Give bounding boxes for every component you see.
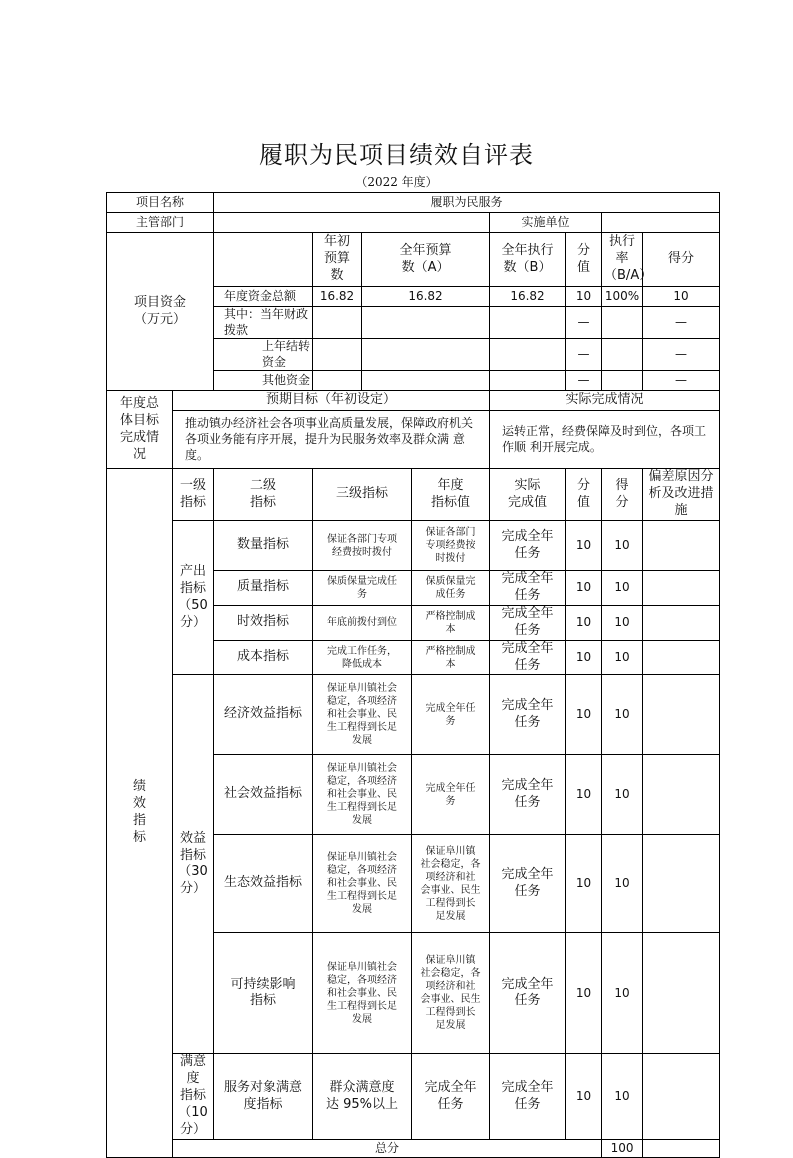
perf-header-level1: 一级 指标: [173, 469, 214, 521]
impl-unit-value: [602, 213, 720, 233]
funds-col-score: 得分: [643, 233, 720, 287]
indicator-actual-value: 完成全年 任务: [490, 640, 566, 675]
project-name-value: 履职为民服务: [214, 193, 720, 213]
indicator-annual-value: 严格控制成 本: [412, 605, 490, 640]
satisfaction-indicator-label: 满意 度 指标 （10 分）: [173, 1054, 214, 1139]
indicator-weight: 10: [566, 1054, 602, 1139]
indicator-reason: [643, 755, 720, 835]
indicator-level2: 生态效益指标: [214, 835, 313, 933]
indicator-reason: [643, 1054, 720, 1139]
indicator-weight: 10: [566, 571, 602, 606]
funds-row-score: —: [643, 307, 720, 339]
indicator-weight: 10: [566, 835, 602, 933]
funds-row-exec: 16.82: [490, 287, 566, 307]
funds-row-weight: —: [566, 307, 602, 339]
indicator-reason: [643, 835, 720, 933]
perf-header-reason: 偏差原因分 析及改进措 施: [643, 469, 720, 521]
indicator-reason: [643, 521, 720, 571]
indicator-score: 10: [602, 571, 643, 606]
indicator-reason: [643, 640, 720, 675]
indicator-weight: 10: [566, 755, 602, 835]
funds-row-label: 年度资金总额: [214, 287, 313, 307]
project-name-label: 项目名称: [107, 193, 214, 213]
indicator-annual-value: 完成全年任 务: [412, 675, 490, 755]
indicator-level2: 成本指标: [214, 640, 313, 675]
indicator-score: 10: [602, 675, 643, 755]
funds-row-score: —: [643, 339, 720, 371]
indicator-level3: 保证阜川镇社会 稳定，各项经济 和社会事业、民 生工程得到长足 发展: [313, 755, 412, 835]
funds-row-weight: —: [566, 339, 602, 371]
indicator-actual-value: 完成全年 任务: [490, 933, 566, 1054]
total-score: [643, 1139, 720, 1157]
funds-row-budget: [313, 339, 362, 371]
funds-row-budget: [313, 371, 362, 391]
indicator-level2: 可持续影响 指标: [214, 933, 313, 1054]
indicator-annual-value: 完成全年 任务: [412, 1054, 490, 1139]
indicator-annual-value: 保质保量完 成任务: [412, 571, 490, 606]
indicator-actual-value: 完成全年 任务: [490, 605, 566, 640]
dept-value: [214, 213, 490, 233]
benefit-indicator-label: 效益 指标 （30 分）: [173, 675, 214, 1054]
indicator-annual-value: 保证阜川镇 社会稳定，各 项经济和社 会事业、民生 工程得到长 足发展: [412, 933, 490, 1054]
indicator-annual-value: 保证阜川镇 社会稳定，各 项经济和社 会事业、民生 工程得到长 足发展: [412, 835, 490, 933]
funds-row-rate: [602, 371, 643, 391]
funds-row-rate: [602, 339, 643, 371]
report-year: （2022 年度）: [355, 175, 438, 189]
goals-expected-text: 推动镇办经济社会各项事业高质量发展，保障政府机关各项业务能有序开展，提升为民服务效率及群众满 意度。: [173, 411, 490, 469]
indicator-level3: 保质保量完成任 务: [313, 571, 412, 606]
indicator-actual-value: 完成全年 任务: [490, 571, 566, 606]
funds-col-weight: 分 值: [566, 233, 602, 287]
indicator-annual-value: 严格控制成 本: [412, 640, 490, 675]
indicator-weight: 10: [566, 605, 602, 640]
indicator-actual-value: 完成全年 任务: [490, 755, 566, 835]
indicator-actual-value: 完成全年 任务: [490, 1054, 566, 1139]
funds-row-label: 其他资金: [214, 371, 313, 391]
performance-table: [106, 192, 720, 1158]
indicator-level2: 数量指标: [214, 521, 313, 571]
indicator-level2: 社会效益指标: [214, 755, 313, 835]
goals-actual-text: 运转正常，经费保障及时到位，各项工作顺 利开展完成。: [490, 411, 720, 469]
funds-row-full: [362, 339, 490, 371]
perf-header-level2: 二级 指标: [214, 469, 313, 521]
funds-row-exec: [490, 371, 566, 391]
goals-actual-header: 实际完成情况: [490, 391, 720, 411]
goals-expected-header: 预期目标（年初设定）: [173, 391, 490, 411]
indicator-annual-value: 完成全年任 务: [412, 755, 490, 835]
indicator-actual-value: 完成全年 任务: [490, 521, 566, 571]
funds-col-rate: 执行率 （B/A）: [602, 233, 643, 287]
funds-row-weight: —: [566, 371, 602, 391]
indicator-level3: 保证阜川镇社会 稳定，各项经济 和社会事业、民 生工程得到长足 发展: [313, 675, 412, 755]
indicator-actual-value: 完成全年 任务: [490, 835, 566, 933]
perf-header-actual: 实际 完成值: [490, 469, 566, 521]
indicator-score: 10: [602, 1054, 643, 1139]
funds-col-full-budget: 全年预算 数（A）: [362, 233, 490, 287]
indicator-weight: 10: [566, 640, 602, 675]
indicator-level3: 完成工作任务， 降低成本: [313, 640, 412, 675]
total-label: 总分: [173, 1139, 602, 1157]
indicator-reason: [643, 571, 720, 606]
total-value: 100: [602, 1139, 643, 1157]
indicator-level3: 保证阜川镇社会 稳定，各项经济 和社会事业、民 生工程得到长足 发展: [313, 933, 412, 1054]
indicator-weight: 10: [566, 521, 602, 571]
funds-row-budget: 16.82: [313, 287, 362, 307]
indicator-weight: 10: [566, 933, 602, 1054]
impl-unit-label: 实施单位: [490, 213, 602, 233]
funds-row-score: —: [643, 371, 720, 391]
funds-row-full: [362, 371, 490, 391]
indicator-level2: 经济效益指标: [214, 675, 313, 755]
funds-col-exec: 全年执行 数（B）: [490, 233, 566, 287]
indicator-reason: [643, 605, 720, 640]
indicator-score: 10: [602, 933, 643, 1054]
funds-row-rate: [602, 307, 643, 339]
perf-header-annual: 年度 指标值: [412, 469, 490, 521]
indicator-level3: 群众满意度 达 95%以上: [313, 1054, 412, 1139]
indicator-level2: 服务对象满意 度指标: [214, 1054, 313, 1139]
dept-label: 主管部门: [107, 213, 214, 233]
indicator-score: 10: [602, 605, 643, 640]
funds-row-label: 其中：当年财政拨款: [214, 307, 313, 339]
indicator-level2: 时效指标: [214, 605, 313, 640]
indicator-score: 10: [602, 835, 643, 933]
indicator-weight: 10: [566, 675, 602, 755]
indicator-score: 10: [602, 521, 643, 571]
funds-row-rate: 100%: [602, 287, 643, 307]
page-title: 履职为民项目绩效自评表: [259, 141, 534, 169]
funds-row-exec: [490, 307, 566, 339]
indicator-level2: 质量指标: [214, 571, 313, 606]
perf-header-score: 得 分: [602, 469, 643, 521]
perf-header-level3: 三级指标: [313, 469, 412, 521]
indicator-annual-value: 保证各部门 专项经费按 时拨付: [412, 521, 490, 571]
funds-header-blank: [214, 233, 313, 287]
indicator-level3: 年底前拨付到位: [313, 605, 412, 640]
funds-row-weight: 10: [566, 287, 602, 307]
indicator-reason: [643, 675, 720, 755]
funds-section-label: 项目资金 （万元）: [107, 233, 214, 391]
output-indicator-label: 产出 指标 （50 分）: [173, 521, 214, 675]
perf-header-weight: 分 值: [566, 469, 602, 521]
indicator-reason: [643, 933, 720, 1054]
funds-row-label: 上年结转资金: [214, 339, 313, 371]
indicator-level3: 保证各部门专项 经费按时拨付: [313, 521, 412, 571]
indicator-level3: 保证阜川镇社会 稳定，各项经济 和社会事业、民 生工程得到长足 发展: [313, 835, 412, 933]
indicator-score: 10: [602, 640, 643, 675]
funds-row-score: 10: [643, 287, 720, 307]
indicator-actual-value: 完成全年 任务: [490, 675, 566, 755]
funds-row-full: [362, 307, 490, 339]
funds-row-budget: [313, 307, 362, 339]
goals-label: 年度总 体目标 完成情 况: [107, 391, 173, 469]
funds-col-budget: 年初 预算 数: [313, 233, 362, 287]
funds-row-exec: [490, 339, 566, 371]
indicator-score: 10: [602, 755, 643, 835]
perf-section-label: 绩 效 指 标: [107, 469, 173, 1157]
funds-row-full: 16.82: [362, 287, 490, 307]
